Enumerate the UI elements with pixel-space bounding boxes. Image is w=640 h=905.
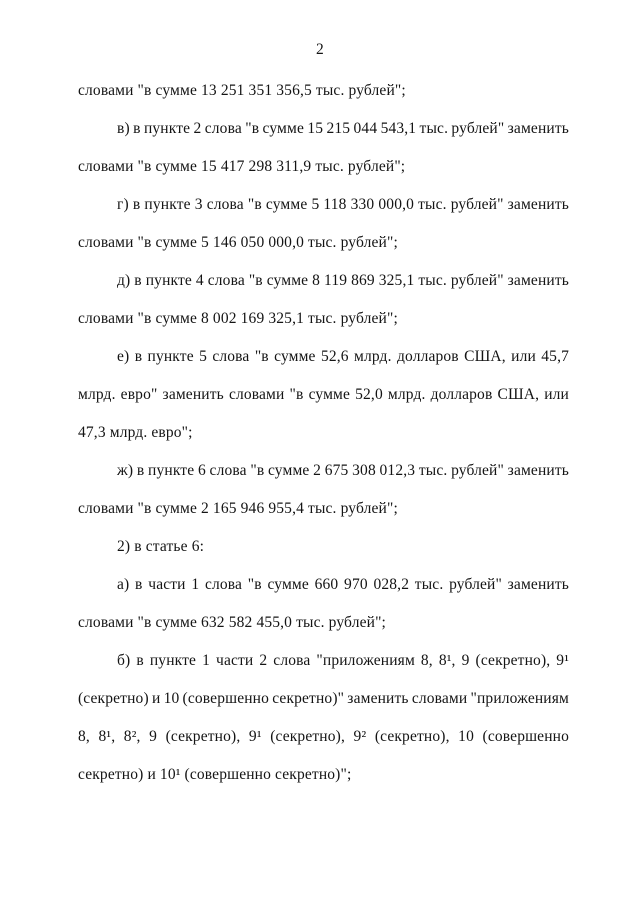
text-line: 2) в статье 6:: [117, 538, 205, 555]
text-line: (секретно) и 10 (совершенно секретно)" заменить словами "приложениям: [78, 690, 569, 707]
text-line: словами "в сумме 5 146 050 000,0 тыс. рублей";: [78, 234, 398, 251]
text-line: 47,3 млрд. евро";: [78, 424, 193, 441]
paragraph: [78, 72, 569, 110]
paragraph: [78, 452, 569, 528]
text-line: словами "в сумме 8 002 169 325,1 тыс. рублей";: [78, 310, 398, 327]
paragraph: [78, 566, 569, 642]
text-line: ж) в пункте 6 слова "в сумме 2 675 308 012,3 тыс. рублей" заменить: [117, 462, 569, 479]
paragraph: [78, 642, 569, 794]
text-line: словами "в сумме 13 251 351 356,5 тыс. рублей";: [78, 82, 406, 99]
text-line: а) в части 1 слова "в сумме 660 970 028,2 тыс. рублей" заменить: [117, 576, 569, 593]
document-body: [78, 72, 569, 794]
text-line: б) в пункте 1 части 2 слова "приложениям 8, 8¹, 9 (секретно), 9¹: [117, 652, 569, 669]
text-line: словами "в сумме 632 582 455,0 тыс. рублей";: [78, 614, 387, 631]
text-line: словами "в сумме 15 417 298 311,9 тыс. рублей";: [78, 158, 406, 175]
paragraph: [78, 338, 569, 452]
text-line: в) в пункте 2 слова "в сумме 15 215 044 543,1 тыс. рублей" заменить: [117, 120, 569, 137]
text-line: г) в пункте 3 слова "в сумме 5 118 330 000,0 тыс. рублей" заменить: [117, 196, 569, 213]
text-line: млрд. евро" заменить словами "в сумме 52,0 млрд. долларов США, или: [78, 386, 569, 403]
paragraph: [78, 262, 569, 338]
paragraph: [78, 186, 569, 262]
text-line: секретно) и 10¹ (совершенно секретно)";: [78, 766, 352, 783]
text-line: 8, 8¹, 8², 9 (секретно), 9¹ (секретно), 9² (секретно), 10 (совершенно: [78, 728, 569, 745]
text-line: словами "в сумме 2 165 946 955,4 тыс. рублей";: [78, 500, 398, 517]
paragraph: [78, 110, 569, 186]
page-number: 2: [316, 41, 324, 58]
text-line: е) в пункте 5 слова "в сумме 52,6 млрд. долларов США, или 45,7: [117, 348, 569, 365]
text-line: д) в пункте 4 слова "в сумме 8 119 869 325,1 тыс. рублей" заменить: [117, 272, 569, 289]
paragraph: [78, 528, 569, 566]
